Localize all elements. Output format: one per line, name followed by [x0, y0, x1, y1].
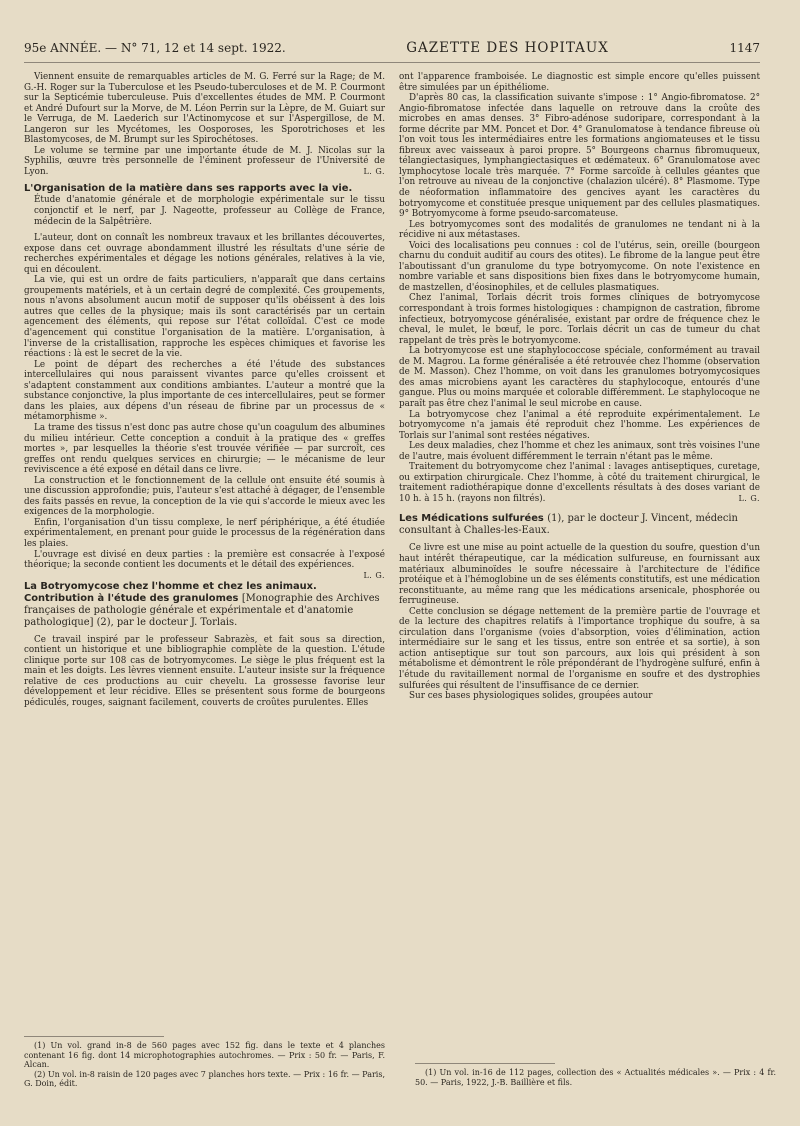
article-paragraph: La botryomycose chez l'animal a été reproduite expérimentalement. Le botryomycome n'a jamais été reproduit chez l'homme. Les expériences de Torlais sur l'animal sont restées négatives.	[399, 409, 760, 441]
article-paragraph: L'ouvrage est divisé en deux parties : la première est consacrée à l'exposé théorique; la seconde contient les documents et le détail des expériences. L. G.	[24, 549, 385, 580]
article-paragraph: Ce livre est une mise au point actuelle de la question du soufre, question d'un haut intérêt thérapeutique, car la médication sulfureuse, en fournissant aux matériaux albuminoïdes le soufre nécessaire à l'architecture de l'édifice protéique et à l'hémoglobine un de ses éléments constitutifs, est une médication reconstituante, au même rang que les médications arsenicale, phosphorée ou ferrugineuse.	[399, 543, 760, 607]
article-paragraph: Cette conclusion se dégage nettement de la première partie de l'ouvrage et de la lecture des chapitres relatifs à l'importance trophique du soufre, à sa circulation dans l'organisme (voies d'absorption, voies d'élimination, action intermédiaire sur le sang et les tissus, entre son entrée et sa sortie), à son action antiseptique sur tout son parcours, aux lois qui président à son métabolisme et démontrent le rôle prépondérant de l'hydrogène sulfuré, enfin à l'étude du ravitaillement normal de l'organisme en soufre et des dystrophies sulfurées qui résultent de l'insuffisance de ce dernier.	[399, 606, 760, 691]
signature: L. G.	[738, 493, 760, 503]
intro-end-paragraph: Le volume se termine par une importante étude de M. J. Nicolas sur la Syphilis, œuvre très personnelle de l'éminent professeur de l'Université de Lyon. L. G.	[24, 145, 385, 177]
article-paragraph: La trame des tissus n'est donc pas autre chose qu'un coagulum des albumines du milieu intérieur. Cette conception a conduit à la pratique des « greffes mortes », par lesquelles la théorie s'est trouvée vérifiée — par surcroît, ces greffes ont rendu quelques services en chirurgie; — le mécanisme de leur reviviscence a été exposé en détail dans ce livre.	[24, 422, 385, 476]
article-paragraph: La vie, qui est un ordre de faits particuliers, n'apparaît que dans certains groupements matériels, et à un certain degré de complexité. Ces groupements, nous n'avons absolument aucun motif de supposer qu'ils obéissent à des lois autres que celles de la physique; mais ils sont caractérisés par un certain agencement des éléments, qui repose sur l'état colloïdal. C'est ce mode d'agencement qui constitue l'organisation de la matière. L'organisation, à l'inverse de la cristallisation, rapproche les espèces chimiques et favorise les réactions : là est le secret de la vie.	[24, 275, 385, 360]
article-title: Les Médications sulfurées (1), par le docteur J. Vincent, médecin consultant à Challes-les-Eaux.	[399, 513, 738, 537]
right-footnotes	[415, 1063, 776, 1087]
article-paragraph: L'auteur, dont on connaît les nombreux travaux et les brillantes découvertes, expose dans cet ouvrage abondamment illustré les résultats d'une série de recherches expérimentales et dégage les notions générales, relatives à la vie, qui en découlent.	[24, 233, 385, 275]
article-title: L'Organisation de la matière dans ses rapports avec la vie.	[24, 183, 353, 195]
article-subtitle: Étude d'anatomie générale et de morphologie expérimentale sur le tissu conjonctif et le nerf, par J. Nageotte, professeur au Collège de France, médecin de la Salpêtrière.	[34, 195, 385, 227]
left-footnotes	[24, 1036, 385, 1089]
footnote: (1) Un vol. grand in-8 de 560 pages avec 152 fig. dans le texte et 4 planches contenant 16 fig. dont 14 microphotographies autochromes. — Prix : 50 fr. — Paris, F. Alcan.	[24, 1041, 385, 1070]
intro-paragraph: Viennent ensuite de remarquables articles de M. G. Ferré sur la Rage; de M. G.-H. Roger sur la Tuberculose et les Pseudo-tuberculoses et de M. P. Courmont sur la Septicémie tuberculeuse. Puis d'excellentes études de MM. P. Courmont et André Dufourt sur la Morve, de M. Léon Perrin sur la Lèpre, de M. Guiart sur le Verruga, de M. Laederich sur l'Actinomycose et sur l'Aspergillose, de M. Langeron sur les Mycétomes, les Oosporoses, les Sporotrichoses et les Blastomycoses, de M. Brumpt sur les Spirochétoses.	[24, 72, 385, 146]
article-paragraph: D'après 80 cas, la classification suivante s'impose : 1° Angio-fibromatose. 2° Angio-fibromatose infectée dans laquelle on retrouve dans la croûte des microbes en amas denses. 3° Fibro-adénose sudoripare, correspondant à la forme décrite par MM. Poncet et Dor. 4° Granulomatose à tendance fibreuse où l'on voit tous les intermédiaires entre les formations angiomateuses et le tissu fibreux avec vaisseaux à paroi propre. 5° Bourgeons charnus fibromuqueux, télangiectasiques, lymphangiectasiques et œdémateux. 6° Granulomatose avec lymphocytose locale très marquée. 7° Forme sarcoïde à cellules géantes que l'on retrouve au niveau de la conjonctive (chalazion ulcéré). 8° Plasmome. Type de néoformation inflammatoire des gencives ayant les caractères du botryomycome et constituée presque uniquement par des cellules plasmatiques. 9° Botryomycome à forme pseudo-sarcomateuse.	[399, 93, 760, 220]
article-paragraph: Les deux maladies, chez l'homme et chez les animaux, sont très voisines l'une de l'autre, mais évoluent différemment le terrain n'étant pas le même.	[399, 441, 760, 462]
article-paragraph: Chez l'animal, Torlais décrit trois formes cliniques de botryomycose correspondant à trois formes histologiques : champignon de castration, fibrome infectieux, botryomycose généralisée, existant par ordre de fréquence chez le cheval, le mulet, le bœuf, le porc. Torlais décrit un cas de tumeur du chat rappelant de très près le botryomycome.	[399, 293, 760, 346]
signature: L. G.	[363, 166, 385, 176]
journal-title: GAZETTE DES HOPITAUX	[406, 40, 609, 56]
article-paragraph: Sur ces bases physiologiques solides, groupées autour	[409, 691, 653, 702]
article-title: La Botryomycose chez l'homme et chez les animaux. Contribution à l'étude des granulomes [Monographie des Archives françaises de pathologie générale et expérimentale et d'anatomie pathologique] (2), par le docteur J. Torlais.	[24, 580, 380, 628]
article-paragraph: Enfin, l'organisation d'un tissu complexe, le nerf périphérique, a été étudiée expérimentalement, en prenant pour guide le processus de la régénération dans les plaies.	[24, 517, 385, 549]
article-paragraph: ont l'apparence framboisée. Le diagnostic est simple encore qu'elles puissent être simulées par un épithéliome.	[399, 72, 760, 93]
article-paragraph: La botryomycose est une staphylococcose spéciale, conformément au travail de M. Magrou. La forme généralisée a été retrouvée chez l'homme (observation de M. Masson). Chez l'homme, on voit dans les granulomes botryomycosiques des amas microbiens ayant les caractères du staphylocoque, entourés d'une gangue. Plus ou moins marquée et colorable différemment. Le staphylocoque ne paraît pas être chez l'animal le seul microbe en cause.	[399, 346, 760, 409]
page-number: 1147	[729, 41, 760, 55]
right-column	[399, 72, 760, 708]
article-paragraph: Les botryomycomes sont des modalités de granulomes ne tendant ni à la récidive ni aux métastases.	[399, 219, 760, 241]
footnote: (2) Un vol. in-8 raisin de 120 pages avec 7 planches hors texte. — Prix : 16 fr. — Paris, G. Doin, édit.	[24, 1069, 385, 1089]
article-paragraph: Le point de départ des recherches a été l'étude des substances intercellulaires qui nous paraissent vivantes parce qu'elles croissent et s'adaptent constamment aux conditions ambiantes. L'auteur a montré que la substance conjonctive, la plus importante de ces intercellulaires, peut se former dans les plaies, aux dépens d'un réseau de fibrine par un processus de « métamorphisme ».	[24, 359, 385, 423]
footnote: (1) Un vol. in-16 de 112 pages, collection des « Actualités médicales ». — Prix : 4 fr. 50. — Paris, 1922, J.-B. Baillière et fils.	[415, 1068, 776, 1087]
article-paragraph: Ce travail inspiré par le professeur Sabrazès, et fait sous sa direction, contient un historique et une bibliographie complète de la question. L'étude clinique porte sur 108 cas de botryomycomes. Le siège le plus fréquent est la main et les doigts. Les lèvres viennent ensuite. L'auteur insiste sur la fréquence relative de ces productions au cuir chevelu. La grossesse favorise leur développement et leur récidive. Elles se présentent sous forme de bourgeons pédiculés, rouges, saignant facilement, couverts de croûtes purulentes. Elles	[24, 634, 385, 708]
article-paragraph: La construction et le fonctionnement de la cellule ont ensuite été soumis à une discussion approfondie; puis, l'auteur s'est attaché à dégager, de l'ensemble des faits passés en revue, la conception de la vie qui s'accorde le mieux avec les exigences de la morphologie.	[24, 475, 385, 518]
page-header	[24, 40, 760, 63]
left-column	[24, 72, 385, 708]
article-paragraph: Traitement du botryomycome chez l'animal : lavages antiseptiques, curetage, ou extirpation chirurgicale. Chez l'homme, à côté du traitement chirurgical, le traitement radiothérapique donne d'excellents résultats à des doses variant de 10 h. à 15 h. (rayons non filtrés). L. G.	[399, 462, 760, 504]
article-paragraph: Voici des localisations peu connues : col de l'utérus, sein, oreille (bourgeon charnu du conduit auditif au cours des otites). Le fibrome de la langue peut être l'aboutissant d'un granulome du type botryomycome. On note l'existence en nombre variable et sans dispositions bien fixes dans le botryomycome humain, de mastzellen, d'éosinophiles, et de cellules plasmatiques.	[399, 240, 760, 293]
issue-info: 95e ANNÉE. — N° 71, 12 et 14 sept. 1922.	[24, 41, 286, 55]
signature: L. G.	[363, 570, 385, 580]
